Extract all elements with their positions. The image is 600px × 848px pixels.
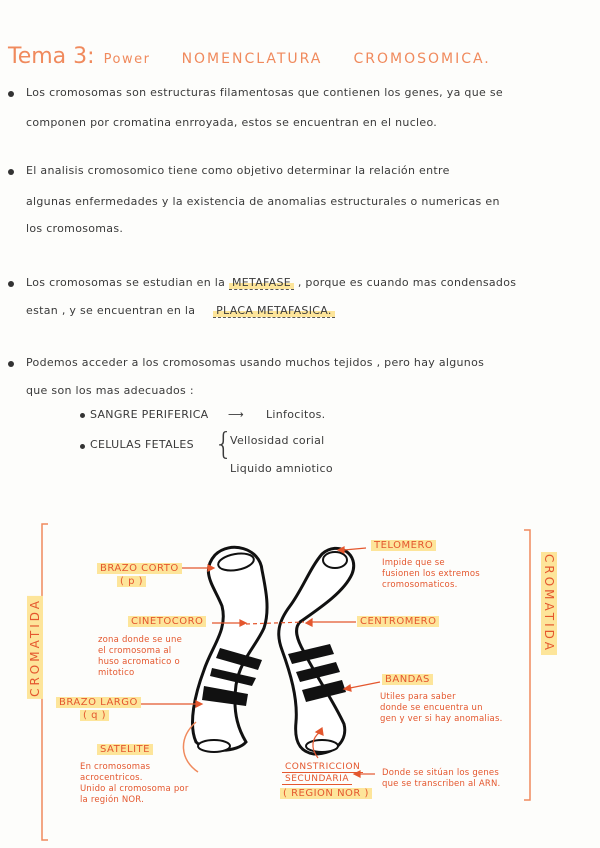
- note-line: mitotico: [98, 668, 135, 678]
- title-word1: NOMENCLATURA: [181, 51, 323, 67]
- bullet-icon: [80, 444, 85, 449]
- tissue-linfocitos: Linfocitos.: [266, 408, 326, 421]
- tissue-list: [80, 408, 380, 478]
- note-line: donde se encuentra un: [380, 703, 483, 713]
- bullet-icon: [80, 413, 85, 418]
- label-brazo-largo: BRAZO LARGO: [56, 697, 141, 708]
- note-satelite: [80, 762, 189, 806]
- paragraph-line: Podemos acceder a los cromosomas usando muchos tejidos , pero hay algunos: [26, 356, 485, 369]
- paragraph-line: El analisis cromosomico tiene como objetivo determinar la relación entre: [26, 164, 450, 177]
- paragraph-line: [26, 304, 335, 317]
- note-telomero: [382, 558, 480, 591]
- label-brazo-corto-p: ( p ): [117, 576, 146, 587]
- label-bandas: BANDAS: [382, 674, 433, 685]
- label-centromero: CENTROMERO: [357, 616, 439, 627]
- note-line: En cromosomas: [80, 762, 151, 772]
- label-telomero: TELOMERO: [371, 540, 436, 551]
- chromosome-bands: [202, 644, 346, 706]
- tissue-vellosidad: Vellosidad corial: [230, 434, 325, 447]
- note-line: Donde se sitúan los genes: [382, 768, 499, 778]
- arrow-right-icon: ⟶: [228, 408, 245, 421]
- tissue-liquido: Liquido amniotico: [230, 462, 333, 475]
- brace-icon: {: [214, 427, 234, 462]
- paragraph-line: los cromosomas.: [26, 222, 124, 235]
- highlight-placa-metafasica: PLACA METAFASICA.: [213, 304, 335, 318]
- page-title: [8, 44, 592, 69]
- paragraph-text: estan , y se encuentran en la: [26, 304, 196, 317]
- note-line: acrocentricos.: [80, 773, 143, 783]
- tissue-sangre: SANGRE PERIFERICA: [90, 408, 209, 421]
- note-cinetocoro: [98, 635, 182, 679]
- highlight-metafase: METAFASE: [229, 276, 294, 290]
- label-region-nor: ( REGION NOR ): [280, 788, 372, 799]
- bullet-icon: [8, 281, 14, 287]
- paragraph-text: Los cromosomas se estudian en la: [26, 276, 226, 289]
- paragraph-line: que son los mas adecuados :: [26, 384, 194, 397]
- note-line: fusionen los extremos: [382, 569, 480, 579]
- label-brazo-largo-q: ( q ): [80, 710, 109, 721]
- paragraph-text: , porque es cuando mas condensados: [297, 276, 517, 289]
- paragraph-line: componen por cromatina enrroyada, estos se encuentran en el nucleo.: [26, 116, 438, 129]
- bullet-icon: [8, 91, 14, 97]
- note-line: la región NOR.: [80, 795, 145, 805]
- note-line: huso acromatico o: [98, 657, 180, 667]
- note-line: Impide que se: [382, 558, 445, 568]
- tissue-celulas-fetales: CELULAS FETALES: [90, 438, 194, 451]
- label-constriccion: CONSTRICCION: [282, 762, 363, 773]
- label-cromatida-right: CROMATIDA: [542, 554, 556, 653]
- label-brazo-corto: BRAZO CORTO: [97, 563, 182, 574]
- title-tema: Tema 3:: [8, 44, 95, 69]
- title-word2: CROMOSOMICA.: [353, 51, 491, 67]
- bullet-icon: [8, 169, 14, 175]
- label-cinetocoro: CINETOCORO: [128, 616, 206, 627]
- note-bandas: [380, 692, 502, 725]
- bullet-icon: [8, 361, 14, 367]
- note-line: Utiles para saber: [380, 692, 456, 702]
- note-line: zona donde se une: [98, 635, 183, 645]
- label-secundaria: SECUNDARIA: [282, 774, 352, 785]
- paragraph-line: Los cromosomas son estructuras filamentosas que contienen los genes, ya que se: [26, 86, 503, 99]
- note-line: cromosomaticos.: [382, 580, 458, 590]
- paragraph-line: algunas enfermedades y la existencia de anomalias estructurales o numericas en: [26, 195, 500, 208]
- label-satelite: SATELITE: [97, 744, 153, 755]
- note-line: gen y ver si hay anomalias.: [380, 714, 503, 724]
- note-line: Unido al cromosoma por: [80, 784, 189, 794]
- paragraph-line: [26, 276, 516, 289]
- title-power: Power: [103, 52, 151, 67]
- label-cromatida-left: CROMATIDA: [28, 598, 42, 697]
- note-line: que se transcriben al ARN.: [382, 779, 501, 789]
- note-line: el cromosoma al: [98, 646, 172, 656]
- note-constriccion: [382, 768, 500, 790]
